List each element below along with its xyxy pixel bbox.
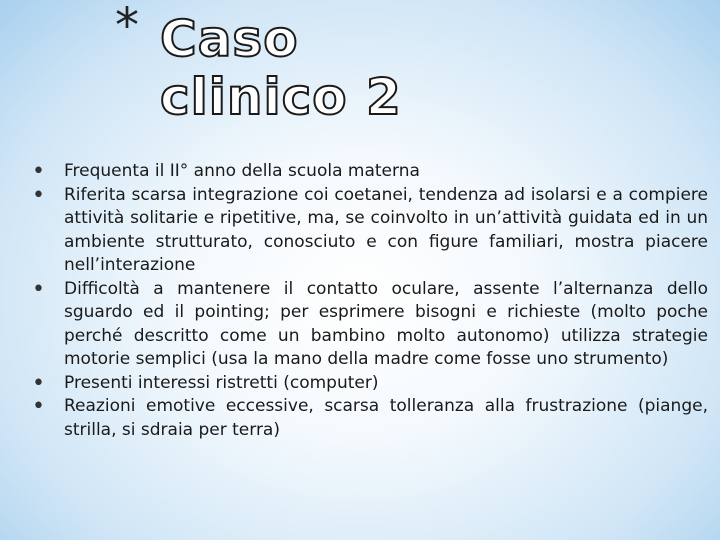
bullet-item: • Presenti interessi ristretti (computer)	[32, 372, 708, 396]
bullet-item: • Riferita scarsa integrazione coi coetanei, tendenza ad isolarsi e a compiere attività solitarie e ripetitive, ma, se coinvolto in un’attività guidata ed in un ambiente strutturato, conosciuto e con figure familiari, mostra piacere nell’interazione	[32, 184, 708, 278]
bullet-item: • Frequenta il II° anno della scuola materna	[32, 160, 708, 184]
bullet-list	[32, 160, 708, 442]
asterisk-marker: *	[115, 0, 139, 54]
bullet-item: • Difficoltà a mantenere il contatto oculare, assente l’alternanza dello sguardo ed il pointing; per esprimere bisogni e richieste (molto poche perché descritto come un bambino molto autonomo) utilizza strategie motorie semplici (usa la mano della madre come fosse uno strumento)	[32, 278, 708, 372]
slide-title-line-1: Caso	[160, 10, 299, 68]
slide-title-line-2: clinico 2	[160, 68, 402, 126]
slide-title	[160, 10, 402, 126]
bullet-item: • Reazioni emotive eccessive, scarsa tolleranza alla frustrazione (piange, strilla, si sdraia per terra)	[32, 395, 708, 442]
